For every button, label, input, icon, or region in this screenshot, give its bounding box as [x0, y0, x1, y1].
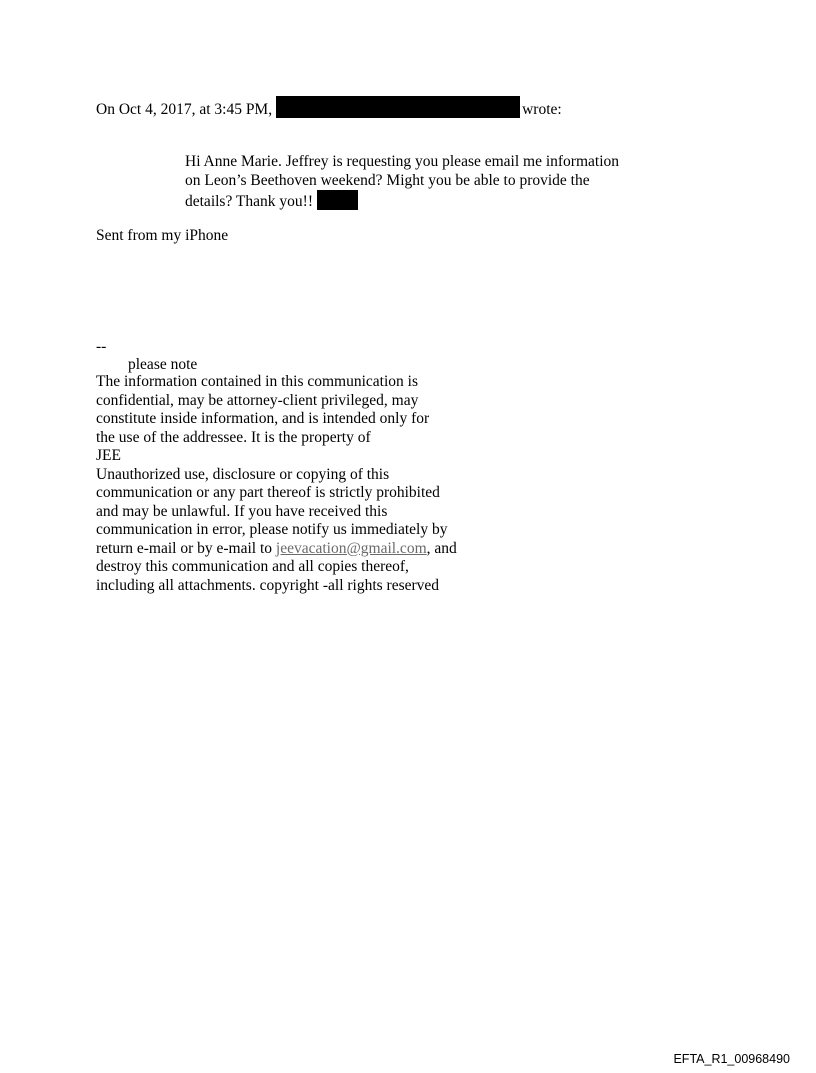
quoted-message-line: on Leon’s Beethoven weekend? Might you be able to provide the	[185, 172, 590, 189]
header-wrote-suffix: wrote:	[522, 101, 562, 118]
disclaimer-line: including all attachments. copyright -all rights reserved	[96, 576, 440, 594]
disclaimer-link-prefix: return e-mail or by e-mail to	[96, 539, 276, 557]
email-header-line	[96, 96, 562, 119]
sent-from-line: Sent from my iPhone	[96, 227, 229, 244]
disclaimer-line: JEE	[96, 447, 121, 464]
redaction-box-signature	[317, 190, 358, 210]
signature-separator: --	[96, 338, 107, 355]
disclaimer-line: Unauthorized use, disclosure or copying of this	[96, 465, 390, 483]
quoted-message-line: Hi Anne Marie. Jeffrey is requesting you please email me information	[185, 153, 620, 170]
disclaimer-line: and may be unlawful. If you have received this	[96, 502, 388, 520]
disclaimer-line: communication or any part thereof is strictly prohibited	[96, 484, 440, 501]
header-date-prefix: On Oct 4, 2017, at 3:45 PM,	[96, 101, 273, 118]
disclaimer-line: destroy this communication and all copies thereof,	[96, 558, 409, 575]
disclaimer-line: The information contained in this communication is	[96, 373, 418, 390]
disclaimer-link-line	[96, 540, 457, 559]
disclaimer-block	[96, 373, 457, 595]
signature-note: please note	[128, 356, 198, 373]
disclaimer-line: the use of the addressee. It is the property of	[96, 428, 371, 446]
bates-number: EFTA_R1_00968490	[673, 1052, 790, 1066]
disclaimer-line: constitute inside information, and is intended only for	[96, 410, 430, 427]
quoted-message-line-last	[185, 190, 358, 211]
disclaimer-link-suffix: , and	[426, 539, 457, 557]
redaction-box-sender	[276, 96, 520, 118]
disclaimer-line: communication in error, please notify us immediately by	[96, 521, 448, 538]
disclaimer-line: confidential, may be attorney-client privileged, may	[96, 391, 419, 409]
email-link[interactable]: jeevacation@gmail.com	[275, 539, 427, 557]
quoted-message-text: details? Thank you!!	[185, 193, 313, 210]
